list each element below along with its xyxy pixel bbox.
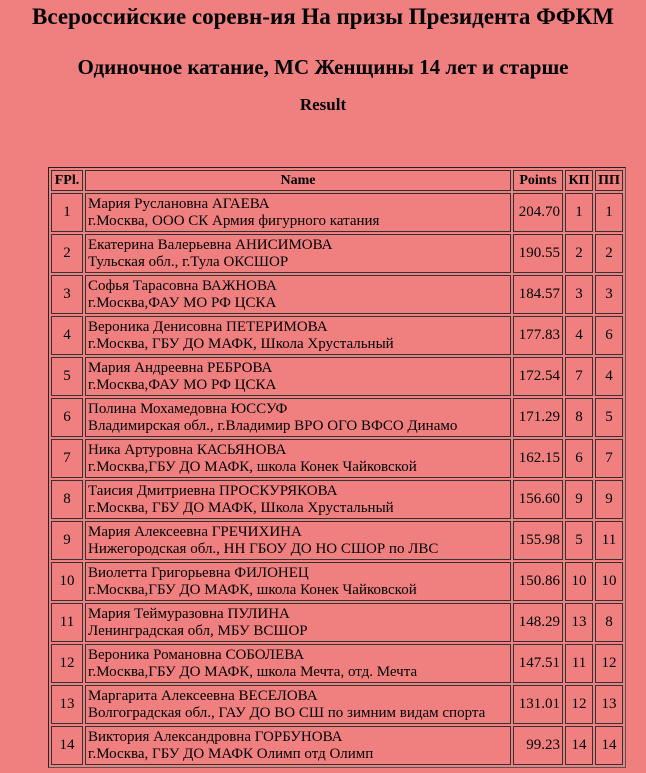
skater-cell (85, 234, 511, 273)
skater-cell (85, 357, 511, 396)
points-cell: 155.98 (513, 521, 563, 560)
results-body (51, 193, 623, 765)
table-row (51, 398, 623, 437)
free-program-place-cell: 14 (595, 726, 623, 765)
points-cell: 150.86 (513, 562, 563, 601)
points-cell: 99.23 (513, 726, 563, 765)
skater-name: Екатерина Валерьевна АНИСИМОВА (88, 236, 333, 253)
free-program-place-cell: 7 (595, 439, 623, 478)
free-program-place-cell: 2 (595, 234, 623, 273)
skater-cell (85, 275, 511, 314)
free-program-place-cell: 6 (595, 316, 623, 355)
table-row (51, 603, 623, 642)
placement-cell: 7 (51, 439, 83, 478)
table-row (51, 275, 623, 314)
skater-cell (85, 193, 511, 232)
skater-club: Нижегородская обл., НН ГБОУ ДО НО СШОР по ЛВС (88, 540, 439, 557)
table-row (51, 193, 623, 232)
short-program-place-cell: 11 (565, 644, 593, 683)
points-cell: 190.55 (513, 234, 563, 273)
table-row (51, 439, 623, 478)
points-cell: 171.29 (513, 398, 563, 437)
points-cell: 204.70 (513, 193, 563, 232)
points-cell: 177.83 (513, 316, 563, 355)
free-program-place-cell: 9 (595, 480, 623, 519)
skater-club: г.Москва,ГБУ ДО МАФК, школа Мечта, отд. Мечта (88, 663, 418, 680)
skater-cell (85, 562, 511, 601)
short-program-place-cell: 14 (565, 726, 593, 765)
placement-cell: 3 (51, 275, 83, 314)
table-row (51, 562, 623, 601)
short-program-place-cell: 9 (565, 480, 593, 519)
short-program-place-cell: 13 (565, 603, 593, 642)
table-row (51, 644, 623, 683)
points-cell: 131.01 (513, 685, 563, 724)
skater-cell (85, 726, 511, 765)
skater-cell (85, 439, 511, 478)
skater-club: Владимирская обл., г.Владимир ВРО ОГО ВФСО Динамо (88, 417, 458, 434)
free-program-place-cell: 4 (595, 357, 623, 396)
skater-cell (85, 521, 511, 560)
short-program-place-cell: 2 (565, 234, 593, 273)
section-title: Result (299, 95, 347, 114)
free-program-place-cell: 1 (595, 193, 623, 232)
skater-cell (85, 603, 511, 642)
column-header-pp: ПП (595, 170, 623, 191)
placement-cell: 4 (51, 316, 83, 355)
skater-name: Таисия Дмитриевна ПРОСКУРЯКОВА (88, 482, 338, 499)
skater-cell (85, 685, 511, 724)
short-program-place-cell: 12 (565, 685, 593, 724)
points-cell: 156.60 (513, 480, 563, 519)
skater-club: Ленинградская обл, МБУ ВСШОР (88, 622, 308, 639)
free-program-place-cell: 11 (595, 521, 623, 560)
skater-club: Волгоградская обл., ГАУ ДО ВО СШ по зимним видам спорта (88, 704, 486, 721)
skater-name: Виолетта Григорьевна ФИЛОНЕЦ (88, 564, 309, 581)
skater-club: Тульская обл., г.Тула ОКСШОР (88, 253, 289, 270)
skater-cell (85, 316, 511, 355)
table-row (51, 234, 623, 273)
points-cell: 148.29 (513, 603, 563, 642)
short-program-place-cell: 1 (565, 193, 593, 232)
table-row (51, 480, 623, 519)
free-program-place-cell: 3 (595, 275, 623, 314)
skater-club: г.Москва,ГБУ ДО МАФК, школа Конек Чайковской (88, 581, 417, 598)
table-row (51, 685, 623, 724)
skater-name: Мария Алексеевна ГРЕЧИХИНА (88, 523, 302, 540)
points-cell: 162.15 (513, 439, 563, 478)
short-program-place-cell: 5 (565, 521, 593, 560)
short-program-place-cell: 6 (565, 439, 593, 478)
skater-name: Полина Мохамедовна ЮССУФ (88, 400, 288, 417)
skater-name: Мария Руслановна АГАЕВА (88, 195, 270, 212)
short-program-place-cell: 4 (565, 316, 593, 355)
skater-club: г.Москва, ГБУ ДО МАФК, Школа Хрустальный (88, 499, 394, 516)
placement-cell: 5 (51, 357, 83, 396)
placement-cell: 10 (51, 562, 83, 601)
skater-name: Софья Тарасовна ВАЖНОВА (88, 277, 277, 294)
results-page (0, 4, 646, 773)
short-program-place-cell: 10 (565, 562, 593, 601)
event-title: Одиночное катание, МС Женщины 14 лет и старше (77, 55, 569, 79)
skater-club: г.Москва, ООО СК Армия фигурного катания (88, 212, 380, 229)
competition-title: Всероссийские соревн-ия На призы Президента ФФКМ (32, 4, 614, 29)
points-cell: 172.54 (513, 357, 563, 396)
placement-cell: 11 (51, 603, 83, 642)
free-program-place-cell: 10 (595, 562, 623, 601)
skater-name: Маргарита Алексеевна ВЕСЕЛОВА (88, 687, 318, 704)
short-program-place-cell: 8 (565, 398, 593, 437)
table-header-row (51, 170, 623, 191)
free-program-place-cell: 8 (595, 603, 623, 642)
placement-cell: 1 (51, 193, 83, 232)
skater-name: Мария Теймуразовна ПУЛИНА (88, 605, 290, 622)
short-program-place-cell: 3 (565, 275, 593, 314)
skater-cell (85, 644, 511, 683)
skater-club: г.Москва,ФАУ МО РФ ЦСКА (88, 294, 277, 311)
skater-name: Вероника Романовна СОБОЛЕВА (88, 646, 305, 663)
placement-cell: 8 (51, 480, 83, 519)
skater-cell (85, 398, 511, 437)
column-header-fpl: FPl. (51, 170, 83, 191)
skater-club: г.Москва,ФАУ МО РФ ЦСКА (88, 376, 277, 393)
points-cell: 147.51 (513, 644, 563, 683)
free-program-place-cell: 13 (595, 685, 623, 724)
table-row (51, 357, 623, 396)
skater-name: Вероника Денисовна ПЕТЕРИМОВА (88, 318, 328, 335)
placement-cell: 12 (51, 644, 83, 683)
placement-cell: 13 (51, 685, 83, 724)
short-program-place-cell: 7 (565, 357, 593, 396)
placement-cell: 2 (51, 234, 83, 273)
free-program-place-cell: 12 (595, 644, 623, 683)
table-row (51, 726, 623, 765)
results-table (48, 167, 626, 768)
skater-name: Ника Артуровна КАСЬЯНОВА (88, 441, 287, 458)
placement-cell: 14 (51, 726, 83, 765)
column-header-points: Points (513, 170, 563, 191)
column-header-name: Name (85, 170, 511, 191)
placement-cell: 9 (51, 521, 83, 560)
skater-cell (85, 480, 511, 519)
skater-name: Мария Андреевна РЕБРОВА (88, 359, 273, 376)
free-program-place-cell: 5 (595, 398, 623, 437)
table-row (51, 521, 623, 560)
placement-cell: 6 (51, 398, 83, 437)
skater-name: Виктория Александровна ГОРБУНОВА (88, 728, 343, 745)
table-row (51, 316, 623, 355)
skater-club: г.Москва, ГБУ ДО МАФК, Школа Хрустальный (88, 335, 394, 352)
skater-club: г.Москва,ГБУ ДО МАФК, школа Конек Чайковской (88, 458, 417, 475)
points-cell: 184.57 (513, 275, 563, 314)
column-header-kp: КП (565, 170, 593, 191)
skater-club: г.Москва, ГБУ ДО МАФК Олимп отд Олимп (88, 745, 374, 762)
